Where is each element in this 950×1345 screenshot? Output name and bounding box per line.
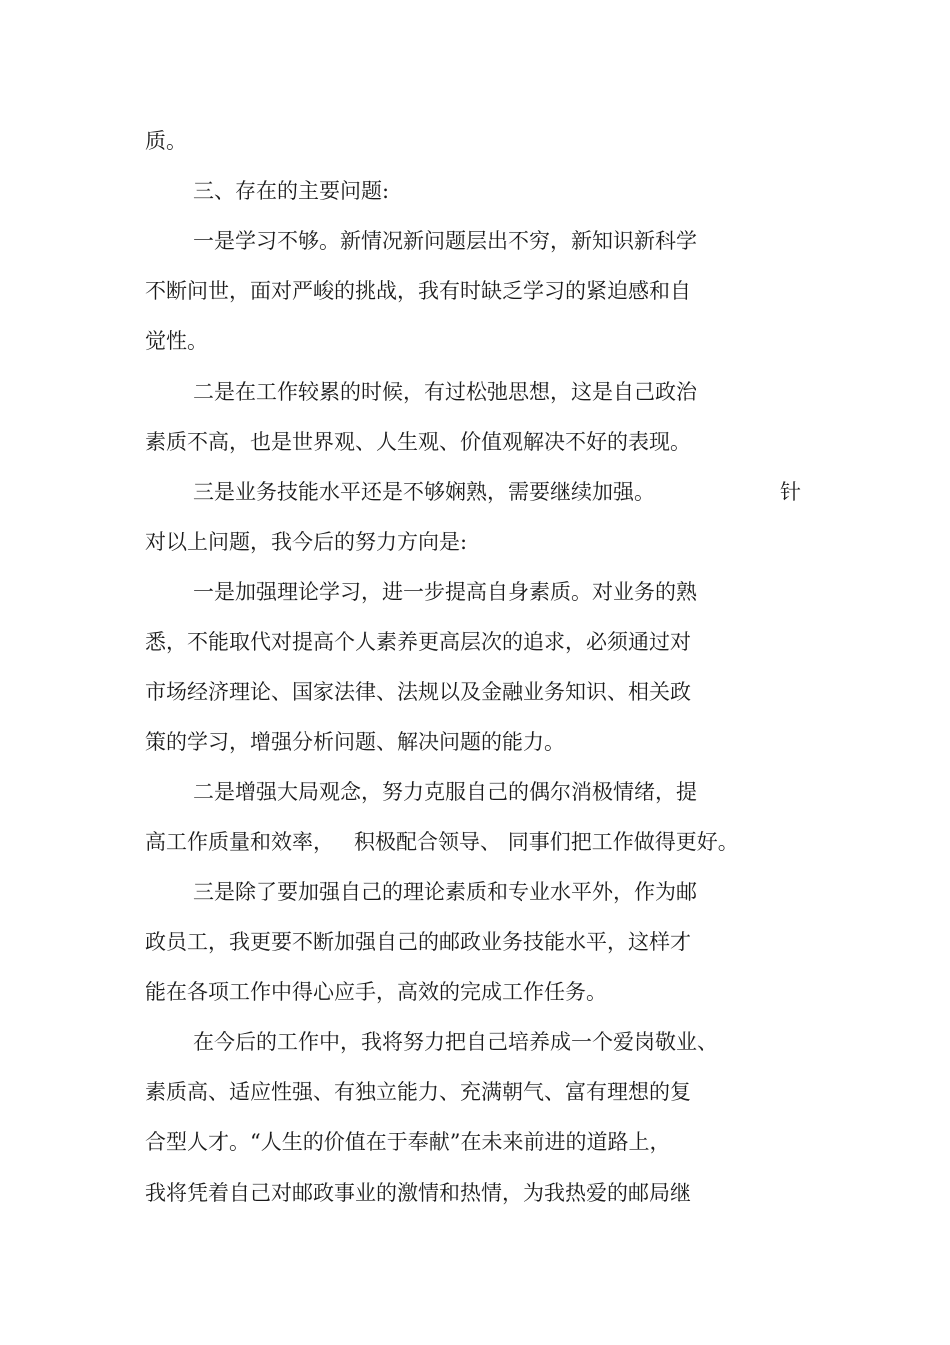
text-line: 不断问世，面对严峻的挑战，我有时缺乏学习的紧迫感和自 bbox=[145, 279, 691, 303]
text-line-trail: 针 bbox=[780, 480, 801, 504]
text-line: 合型人才。“人生的价值在于奉献”在未来前进的道路上， bbox=[145, 1130, 671, 1154]
text-line: 政员工，我更要不断加强自己的邮政业务技能水平，这样才 bbox=[145, 930, 691, 954]
text-line: 二是在工作较累的时候，有过松弛思想，这是自己政治 bbox=[193, 380, 697, 404]
text-line: 能在各项工作中得心应手，高效的完成工作任务。 bbox=[145, 980, 607, 1004]
text-line: 我将凭着自己对邮政事业的激情和热情，为我热爱的邮局继 bbox=[145, 1181, 691, 1205]
text-line: 质。 bbox=[145, 129, 187, 153]
text-line: 对以上问题，我今后的努力方向是: bbox=[145, 530, 468, 554]
text-line: 素质不高，也是世界观、人生观、价值观解决不好的表现。 bbox=[145, 430, 691, 454]
text-line: 二是增强大局观念，努力克服自己的偶尔消极情绪，提 bbox=[193, 780, 697, 804]
text-line: 高工作质量和效率， 积极配合领导、 同事们把工作做得更好。 bbox=[145, 830, 739, 854]
text-line: 一是学习不够。新情况新问题层出不穷，新知识新科学 bbox=[193, 229, 697, 253]
text-line: 悉，不能取代对提高个人素养更高层次的追求，必须通过对 bbox=[145, 630, 691, 654]
text-line: 在今后的工作中，我将努力把自己培养成一个爱岗敬业、 bbox=[193, 1030, 718, 1054]
text-line: 觉性。 bbox=[145, 329, 208, 353]
text-line: 素质高、适应性强、有独立能力、充满朝气、富有理想的复 bbox=[145, 1080, 691, 1104]
section-heading: 三、存在的主要问题: bbox=[193, 179, 390, 203]
text-line: 一是加强理论学习，进一步提高自身素质。对业务的熟 bbox=[193, 580, 697, 604]
text-line: 三是除了要加强自己的理论素质和专业水平外，作为邮 bbox=[193, 880, 697, 904]
text-line: 策的学习，增强分析问题、解决问题的能力。 bbox=[145, 730, 565, 754]
text-line: 市场经济理论、国家法律、法规以及金融业务知识、相关政 bbox=[145, 680, 691, 704]
text-line: 三是业务技能水平还是不够娴熟，需要继续加强。 bbox=[193, 480, 655, 504]
